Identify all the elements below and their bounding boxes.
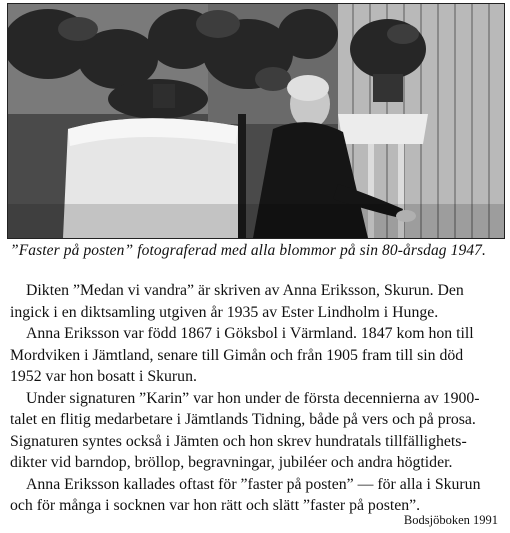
paragraph-line: och för många i socknen var hon rätt och slätt ”faster på posten”. xyxy=(10,497,421,514)
paragraph-line: 1952 var hon bosatt i Skurun. xyxy=(10,368,197,385)
source-attribution: Bodsjöboken 1991 xyxy=(403,513,498,527)
paragraph-line: ingick i en diktsamling utgiven år 1935 av Ester Lindholm i Hunge. xyxy=(10,303,439,321)
paragraph-line: Mordviken i Jämtland, senare till Gimån och från 1905 fram till sin död xyxy=(10,346,464,364)
photo-caption: ”Faster på posten” fotograferad med alla blommor på sin 80-årsdag 1947. xyxy=(10,242,486,259)
photograph-image xyxy=(8,4,504,238)
paragraph-line: Dikten ”Medan vi vandra” är skriven av Anna Eriksson, Skurun. Den xyxy=(26,282,464,299)
paragraph-line: Anna Eriksson var född 1867 i Göksbol i Värmland. 1847 kom hon till xyxy=(26,325,474,342)
article-body xyxy=(10,280,500,517)
paragraph-line: talet en flitig medarbetare i Jämtlands Tidning, både på vers och på prosa. xyxy=(10,411,476,428)
paragraph-line: Under signaturen ”Karin” var hon under de första decennierna av 1900- xyxy=(26,389,480,407)
photograph xyxy=(7,3,505,239)
paragraph-line: Anna Eriksson kallades oftast för ”faster på posten” — för alla i Skurun xyxy=(26,475,481,493)
paragraph-line: Signaturen syntes också i Jämten och hon skrev hundratals tillfällighets- xyxy=(10,432,467,450)
paragraph-line: dikter vid barndop, bröllop, begravningar, jubiléer och andra högtider. xyxy=(10,454,453,471)
